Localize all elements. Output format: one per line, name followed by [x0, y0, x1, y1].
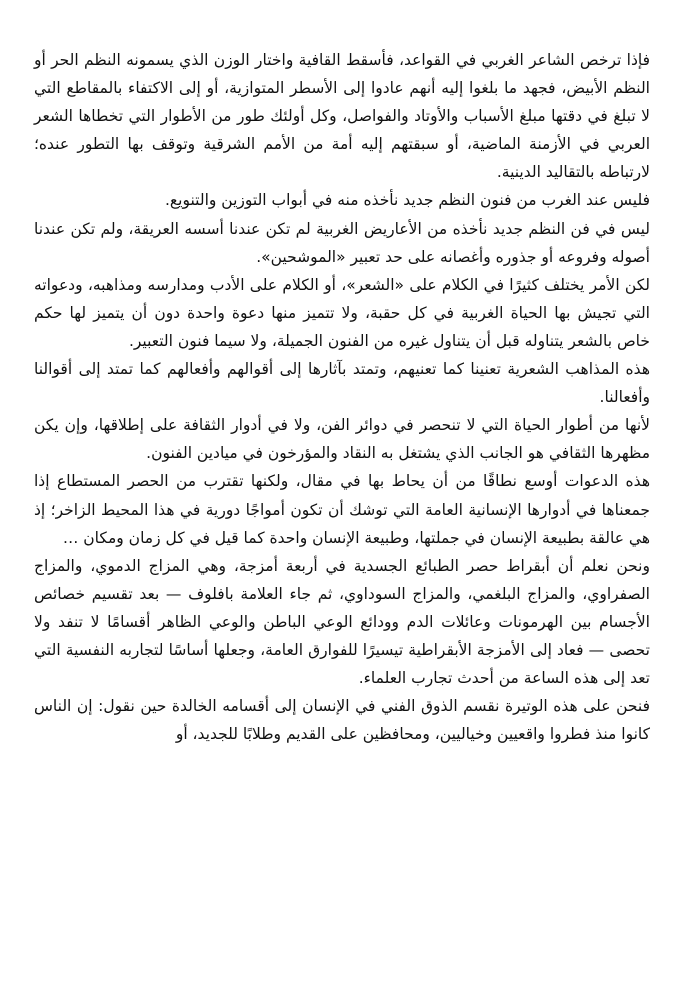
paragraph-7: هذه الدعوات أوسع نطاقًا من أن يحاط بها في مقال، ولكنها تقترب من الحصر المستطاع إذا جمعناها في أدوارها الإنسانية العامة التي توشك أن تكون أمواجًا دورية في هذا المحيط الزاخر؛ إذ هي عالقة بطبيعة الإنسان في جملتها، وطبيعة الإنسان واحدة كما قيل في كل زمان ومكان … [34, 472, 650, 547]
paragraph-8: ونحن نعلم أن أبقراط حصر الطبائع الجسدية في أربعة أمزجة، وهي المزاج الدموي، والمزاج الصفراوي، والمزاج البلغمي، والمزاج السوداوي، ثم جاء العلامة بافلوف — بعد تقسيم خصائص الأجسام بين الهرمونات وعائلات الدم وودائع الوعي الباطن والوعي الظاهر أقسامًا لا تنفد ولا تحصى — فعاد إلى الأمزجة الأبقراطية تيسيرًا للفوارق العامة، وجعلها أساسًا لتجاربه النفسية التي تعد إلى هذه الساعة من أحدث تجارب العلماء. [34, 556, 650, 688]
paragraph-3: ليس في فن النظم جديد نأخذه من الأعاريض الغربية لم تكن عندنا أسسه العريقة، ولم تكن عندنا أصوله وفروعه أو جذوره وأغصانه على حد تعبير «الموشحين». [34, 219, 650, 266]
paragraph-4: لكن الأمر يختلف كثيرًا في الكلام على «الشعر»، أو الكلام على الأدب ومدارسه ومذاهبه، ودعواته التي تجيش بها الحياة الغربية في كل حقبة، ولا تتميز منها دعوة واحدة دون أن يتميز لها حكم خاص بالشعر يتناوله قبل أن يتناول غيره من الفنون الجميلة، ولا سيما فنون التعبير. [34, 275, 650, 350]
paragraph-2: فليس عند الغرب من فنون النظم جديد نأخذه منه في أبواب التوزين والتنويع. [165, 191, 650, 210]
paragraph-9: فنحن على هذه الوتيرة نقسم الذوق الفني في الإنسان إلى أقسامه الخالدة حين نقول: إن الناس كانوا منذ فطروا واقعيين وخياليين، ومحافظين على القديم وطلابًا للجديد، أو [34, 697, 650, 744]
paragraph-6: لأنها من أطوار الحياة التي لا تنحصر في دوائر الفن، ولا في أدوار الثقافة على إطلاقها، وإن يكن مظهرها الثقافي هو الجانب الذي يشتغل به النقاد والمؤرخون في ميادين الفنون. [34, 416, 650, 463]
paragraph-5: هذه المذاهب الشعرية تعنينا كما تعنيهم، وتمتد بآثارها إلى أقوالهم وأفعالهم كما تمتد إلى أقوالنا وأفعالنا. [34, 360, 650, 407]
paragraph-1: فإذا ترخص الشاعر الغربي في القواعد، فأسقط القافية واختار الوزن الذي يسمونه النظم الحر أو النظم الأبيض، فجهد ما بلغوا إليه أنهم عادوا إلى الأسطر المتوازية، أو إلى الاكتفاء بالمقاطع التي لا تبلغ في دقتها مبلغ الأسباب والأوتاد والفواصل، وكل أولئك طور من الأطوار التي تخطاها الشعر العربي في الأزمنة الماضية، أو سبقتهم إليه أمة من الأمم الشرقية وتوقف بها التطور عنده؛ لارتباطه بالتقاليد الدينية. [34, 51, 650, 182]
